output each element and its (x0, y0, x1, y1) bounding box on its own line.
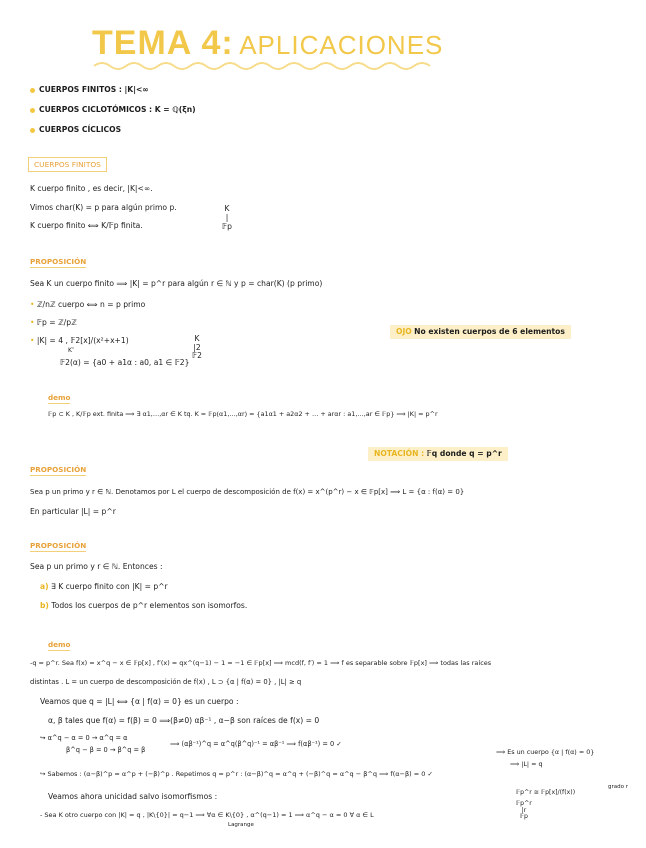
section-header-cuerpos-finitos: CUERPOS FINITOS (28, 157, 107, 172)
side-note-cuerpo: ⟹ Es un cuerpo {α | f(α) = 0} (496, 748, 595, 756)
prop3-header: PROPOSICIÓN (30, 541, 87, 550)
lagrange-annotation: Lagrange (228, 822, 254, 828)
notation-box: NOTACIÓN : 𝔽q donde q = p^r (368, 447, 508, 461)
demo-line-5b: β^q − β = 0 → β^q = β (66, 746, 146, 754)
side-tower-diagram: 𝔽p^r |r 𝔽p (516, 800, 532, 820)
prop3-demo-label: demo (48, 640, 71, 649)
side-note-card: ⟹ |L| = q (510, 760, 543, 768)
prop1-demo-label: demo (48, 393, 71, 402)
index-item-ciclicos: CUERPOS CÍCLICOS (30, 126, 121, 134)
demo-line-6: ↪ Sabemos : (α−β)^p = α^p + (−β)^p . Repetimos q = p^r : (α−β)^q = α^q + (−β)^q = α^q − β^q ⟹ f(α−β) = 0 ✓ (40, 770, 433, 778)
prop1-statement: Sea K un cuerpo finito ⟹ |K| = p^r para algún r ∈ ℕ y p = char(K) (p primo) (30, 279, 323, 288)
demo-line-4: α, β tales que f(α) = f(β) = 0 ⟹(β≠0) αβ⁻¹ , α−β son raíces de f(x) = 0 (48, 716, 320, 725)
sec1-line-2: Vimos char(K) = p para algún primo p. (30, 203, 177, 212)
sec1-line-3: K cuerpo finito ⟺ K/𝔽p finita. (30, 221, 143, 230)
prop1-field-iso: K″ (68, 347, 75, 354)
demo-line-1: -q = p^r. Sea f(x) = x^q − x ∈ 𝔽p[x] , f′(x) = qx^(q−1) − 1 = −1 ∈ 𝔽p[x] ⟹ mcd(f, f′) = 1 ⟹ f es separable sobre 𝔽p[x] ⟹ todas las raíces (30, 659, 492, 667)
prop1-bullet-2: • 𝔽p = ℤ/pℤ (30, 318, 77, 327)
field-tower-diagram: K | 𝔽p (222, 204, 232, 232)
prop3-line-1: Sea p un primo y r ∈ ℕ. Entonces : (30, 562, 163, 571)
page-title (92, 24, 443, 63)
prop1-field-f2alpha: 𝔽2(α) = {a0 + a1α : a0, a1 ∈ 𝔽2} (60, 358, 190, 367)
index-item-finitos: CUERPOS FINITOS : |K|<∞ (30, 86, 149, 94)
title-main: TEMA 4: (92, 24, 234, 62)
prop1-header: PROPOSICIÓN (30, 257, 87, 266)
demo-line-5a: ↪ α^q − α = 0 → α^q = α (40, 734, 128, 742)
bullet-icon (30, 88, 35, 93)
demo-line-3: Veamos que q = |L| ⟺ {α | f(α) = 0} es un cuerpo : (40, 697, 239, 706)
side-grado-r: grado r (608, 784, 628, 790)
bullet-icon (30, 108, 35, 113)
side-iso-fpr: 𝔽p^r ≅ 𝔽p[x]/(f(x)) (516, 789, 576, 796)
prop3-item-b: b) Todos los cuerpos de p^r elementos son isomorfos. (40, 601, 248, 610)
title-underline-decoration (92, 60, 442, 72)
prop2-line-2: En particular |L| = p^r (30, 507, 116, 516)
prop1-note: OJO No existen cuerpos de 6 elementos (390, 325, 571, 339)
demo-line-5c: ⟹ (αβ⁻¹)^q = α^q(β^q)⁻¹ = αβ⁻¹ ⟹ f(αβ⁻¹) = 0 ✓ (170, 740, 342, 748)
demo-line-7: Veamos ahora unicidad salvo isomorfismos : (48, 792, 218, 801)
index-item-ciclotomicos: CUERPOS CICLOTÓMICOS : K = ℚ(ξn) (30, 106, 196, 114)
demo-line-2: distintas . L = un cuerpo de descomposición de f(x) , L ⊃ {α | f(α) = 0} , |L| ≥ q (30, 678, 302, 686)
prop1-demo-text: 𝔽p ⊂ K , K/𝔽p ext. finita ⟹ ∃ α1,…,αr ∈ K tq. K = 𝔽p(α1,…,αr) = {a1α1 + a2α2 + … + arαr : a1,…,ar ∈ 𝔽p} ⟹ |K| = p^r (48, 410, 438, 418)
prop2-header: PROPOSICIÓN (30, 465, 87, 474)
prop2-line-1: Sea p un primo y r ∈ ℕ. Denotamos por L el cuerpo de descomposición de f(x) = x^(p^r) − x ∈ 𝔽p[x] ⟹ L = {α : f(α) = 0} (30, 488, 465, 496)
title-sub: APLICACIONES (239, 30, 444, 60)
prop1-bullet-3: • |K| = 4 , 𝔽2[x]/(x²+x+1) (30, 336, 129, 345)
prop1-tower-diagram: K |2 𝔽2 (192, 334, 202, 361)
demo-line-8: - Sea K otro cuerpo con |K| = q , |K\{0}| = q−1 ⟹ ∀α ∈ K\{0} , α^(q−1) = 1 ⟹ α^q − α = 0 ∀ α ∈ L (40, 811, 374, 819)
bullet-icon (30, 128, 35, 133)
sec1-line-1: K cuerpo finito , es decir, |K|<∞. (30, 184, 153, 193)
prop1-bullet-1: • ℤ/nℤ cuerpo ⟺ n = p primo (30, 300, 146, 309)
prop3-item-a: a) ∃ K cuerpo finito con |K| = p^r (40, 582, 168, 591)
